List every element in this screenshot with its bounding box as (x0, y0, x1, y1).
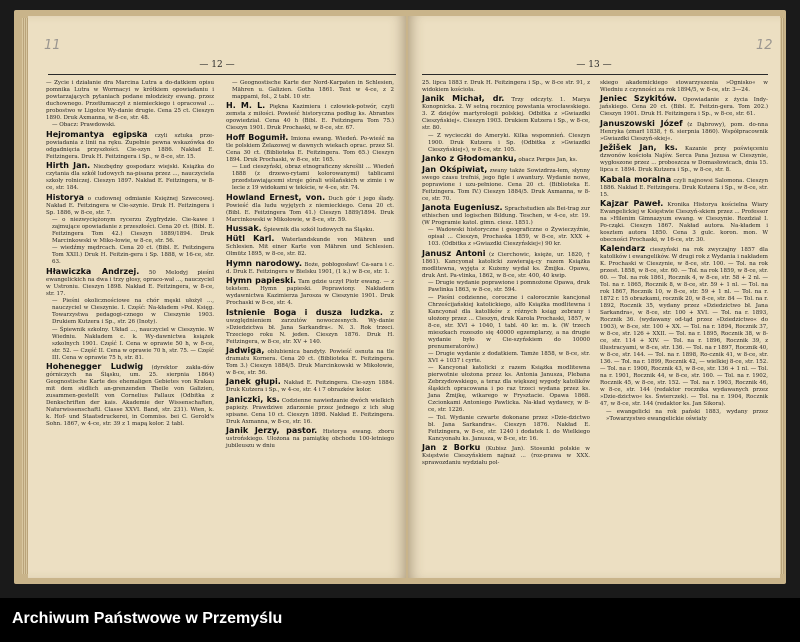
entry-headword: Janusz Antoni (422, 248, 486, 258)
bibliography-entry (46, 267, 214, 298)
bibliography-entry (600, 94, 768, 118)
bibliography-entry (600, 80, 768, 94)
left-column-1 (46, 80, 214, 428)
left-column-2 (226, 80, 394, 450)
entry-text: Kronika Historya kościelna Wiary Ewangelickiej w Księstwie Cieszyń-skiem przez ... Professor na »Hilenim Gimnazyum ewang. w Cieszynie. Rozdział I. Po-cząki. Cieszyn 1867. Nakład autora. Na-kładem i kosztem autora 1850. Cena 3 gulc. koron. mon. W obecności Prochaski, w 16-ce, str. 30. (600, 201, 768, 243)
bibliography-entry (226, 133, 394, 164)
bibliography-entry (600, 119, 768, 143)
bibliography-entry (422, 351, 590, 365)
pencil-folio-left: 11 (44, 38, 61, 53)
entry-headword: Janiczki, ks. (226, 394, 280, 404)
page-number-right: — 13 — (576, 60, 612, 70)
entry-text: zwany także Sowizdrza-łem, słynny swego czasu trefniś, jego figle i awantury. Wydanie nowe, poprawione i uzu-pełnione. Cena 20 ct. (Biblioteka E. Feitzingera. Tom IV.) Cieszyn 1884/5. Druk Axmanna, w 8-ce, str. 70. (422, 167, 590, 202)
entry-headword: H. M. L. (226, 101, 266, 111)
entry-text: — wiedźmy mędrcach. Cena 20 ct. (Bibl. E. Feitzingera Tom XXII.) Druk H. Feitzin-gera i Sp. 1888, w 16-ce, str. 63. (52, 245, 214, 266)
entry-headword: Ježišek Jan, ks. (600, 143, 678, 153)
bibliography-entry (226, 224, 394, 234)
entry-text: — Tol. Wydanie czwarte dokonane przez »Dzie-dzictwo bł. Jana Sarkandra«. Cieszyn 1876. Nakład E. Feitzingera, w 8-ce, str. 1240 i dodatek I. do Wielkiego Kancyonału ks. Janusza, w 8-ce, str. 16. (428, 414, 590, 442)
entry-headword: Hohenegger Ludwig (46, 361, 144, 371)
entry-headword: Janek głupi. (226, 377, 281, 387)
bibliography-entry (600, 199, 768, 244)
entry-text: — o niezwyciężonym rycerzu Zygfrydzie. Cie-kawe i zajmujące opowiadanie z przeszłości. Cena 20 ct. (Bibl. E. Feitzingera Tom 42.) Cieszyn 1889/1894. Druk Marcinkowski w Miko-łowie, w 8-ce, str. 56. (52, 216, 214, 244)
bibliography-entry (422, 249, 590, 280)
entry-text: Duch gór i jego ślady. Powieść dla ludu wyjętych z niemieckiego. Cena 20 ct. (Bibl. E. Feitzingera Tom 41.) Cieszyn 1889/1894. Druk Marcinkowski w Mikołowie, w 8-ce, str. 59. (226, 195, 394, 223)
entry-headword: Jadwiga, (226, 345, 265, 355)
bibliography-entry (226, 395, 394, 426)
entry-text: — Drugie wydanie z dodatkiem. Tamże 1858, w 8-ce, str. XVI + 1037 i cyrte. (428, 350, 590, 364)
entry-text: — Śpiewnik szkolny. Układ ..., nauczyciel w Cieszynie. W Wiedniu. Nakładem c. k. Wy-dawnictwa książek szkolnych 1901. Część I. Cena w oprawie 50 h, w 8-ce, str. 52. — Część II. Cena w oprawie 70 h, str. 75. — Część III. Cena w oprawie 75 h, str. 81. (52, 326, 214, 361)
entry-text: 50 Melodyj pieśni ewangelickich na dwa i trzy głosy, opraco-wał ..., nauczyciel w Ustroniu. Cieszyn 1898. Nakład E. Feitzingera, w 8-ce, str. 17. (46, 269, 214, 297)
entry-headword: Hymn papieski. (226, 276, 296, 286)
entry-text: Imiona ewang. Wiedeń. Po-wieść na tle polskiem Żelazowej w dawnych wiekach oprac. przez Sł. Cena 30 ct. (Biblioteka E. Feitzingera. Tom 65.) Cieszyn 1894. Druk Prochaski, w 8-ce, str. 165. (226, 135, 395, 163)
bibliography-entry (46, 130, 214, 161)
entry-headword: Hirth Jan. (46, 161, 91, 171)
entry-headword: Janko z Głodomanku, (422, 154, 517, 164)
bibliography-entry (46, 298, 214, 326)
entry-headword: Howland Ernest, von. (226, 192, 326, 202)
entry-headword: Kalendarz (600, 244, 646, 254)
entry-headword: Januszowski Józef (600, 118, 683, 128)
entry-text: Piękna Kazimiera i człowiek-potwór, czyli zemsta z miłości. Powieść historyczna podług ks. Abrantes opowiedział. Cena 40 h (Bibl. E. Feitzingera Tom 75.) Cieszyn 1901. Druk Prochaski, w 8-ce, str. 67. (226, 104, 394, 132)
bibliography-entry (46, 327, 214, 362)
bibliography-entry (600, 143, 768, 174)
entry-text: — Kancyonał katolicki z razem Książka modlitewna pierwotnie ułożona przez ks. Antonia Janusza, Plebana Zebrzydowskiego, a teraz dla większej wygody katolików śląskich opracowana i po raz trzeci wydana przez ks. Jana Żmijkę, wikarego w Frysztacie. Opawa 1868. Czcionkami Antoniego Pawlicka. Na-kład wydawcy, w 8-ce, str. 1226. (428, 365, 590, 414)
entry-headword: Jan z Borku (422, 443, 481, 453)
bibliography-entry (226, 346, 394, 377)
bibliography-entry (226, 80, 394, 101)
entry-text: Trzy odczyty. 1. Marya Konopnicka. 2. W setną rocznicę powstania wrocławskiego. 3. Z dziejów martyrologii polskiej. Odbitka z »Gwiazdki Cieszyńskiej«. Cieszyn 1903. Drukiem Kutzera i Sp., w 8-ce, str. 80. (422, 97, 591, 132)
bibliography-entry (422, 295, 590, 351)
entry-text: (dyrektor zakła-dów górniczych na Śląsku, um. 25. sierpnia 1864) Geognostische Karte des ehemaligen Gebietes von Krakau mit dem südlich an-grenzenden Theile von Galizien, zusammen-gestellt von Cornelius Fallaux (Odbitka z Denkschriften der kais. Akademie der Wissenschaften, Naturwissenschaftl. Classe XXVI. Band, str. 231). Wien, k. k. Hof- und Staatsdruckerei, in Commiss. bei C. Gerold's Sohn. 1867, w 4-ce, str. 39 z 1 mapą kolor. 2 tabl. (46, 364, 214, 427)
bibliography-entry (46, 161, 214, 192)
header-rule-right (422, 74, 768, 75)
entry-text: Boże, pobłogosław! Ca-sara i c. d. Druk E. Feitzingera w Bielsku 1901, (1 k.) w 8-ce, str. 1. (226, 261, 394, 275)
entry-headword: Jan Okśpiwiat, (422, 164, 488, 174)
bibliography-entry (600, 244, 768, 408)
pencil-folio-right: 12 (756, 38, 773, 53)
entry-text: — Wadowski historyczne i geograficzne o Żywieczyźnie, opisał ... Cieszyn, Prochaska 1859, w 8-ce, str. XXX + 103. (Odbitka z »Gwiazdki Cieszyńskiej«) 90 kr. (428, 227, 590, 248)
entry-text: obacz Perges Jan, ks. (518, 157, 578, 164)
bibliography-entry (422, 154, 590, 164)
bibliography-entry (422, 280, 590, 294)
bibliography-entry (226, 234, 394, 258)
entry-text: Historya ewang. zboru ustrońskiego. Ułożona na pamiątkę obchodu 100-letniego jubileuszu w dniu (226, 429, 395, 450)
entry-text: (z Dąbrowy), pom. do-nna Henryka (zmarł 1838, † 6. sierpnia 1860). Współpracownik »Gwiazdki Cieszyń-skiej«. (600, 121, 768, 142)
entry-headword: Hejromantya egipska (46, 129, 148, 139)
entry-text: Z uwzględnieniem zarzutów nowoczesnych. Wy-danie »Dziedzictwa bł. Jana Sarkandra«. N. 3. Rok trzeci. Trzeciego roku N. jeden. Cieszyn 1876. Druk H. Feitzingera, w 8-ce, str. XV + 140. (226, 310, 394, 345)
bibliography-entry (422, 203, 590, 227)
header-rule-left (48, 74, 396, 75)
bibliography-entry (422, 227, 590, 248)
entry-headword: Hoff Bogumił. (226, 132, 289, 142)
bibliography-entry (226, 164, 394, 192)
bibliography-entry (422, 94, 590, 132)
entry-text: Codzienne nawiedzanie dwóch wielkich papieży. Prawdziwe zdarzenie przez jednego z ich sług spisane. Cena 10 ct. Cieszyn 1898. Nakład E. Feitzingera. Druk Axmanna, w 8-ce, str. 16. (226, 397, 394, 425)
entry-headword: Historya (46, 192, 85, 202)
entry-text: czyli najnowsi Salomona. Cieszyn 1886. Nakład E. Feitzingera. Druk Kutzera i Sp., w 8-ce, str. 15. (600, 177, 769, 198)
bibliography-entry (600, 409, 768, 423)
entry-text: — ewangelicki na rok pański 1883, wydany przez »Towarzystwo ewangelickie oświaty (606, 408, 768, 422)
bibliography-entry (46, 122, 214, 129)
bibliography-entry (46, 245, 214, 266)
bibliography-entry (422, 443, 590, 467)
entry-headword: Kabala moralna (600, 174, 672, 184)
bibliography-entry (226, 259, 394, 276)
entry-text: — Pieśni codzienne, coroczne i całorocznie kancjonał Chrześcijańskiej katolickiego, alfo Książka modlitewna i Kancyonał dla katolików z różnych ksiąg zebrany i ułożony przez ... Cieszyn, druk Karola Prochaski, 1857, w 8-ce, str. XVI + 1040, 1 tabl. 40 kr. m. k. (W trzech mieszkach rozeszło się 40000 egzemplarzy, a na drugie wydanie było w Cie-szyńskiem do 10000 prenumeratorów.) (428, 294, 590, 350)
entry-text: — Zycie i działanie dra Marcina Lutra a do-datkiem opisu pomnika Lutra w Wormacyi w krótkiem opowiadaniu i powtarzających pytaniach podane młodzieży ewang. przez duchownego. Przetłumaczył z niemieckiego i opracował ... probostwo w Ligotce Wy-danie drugie. Cena 25 ct. Cieszyn 1890. Druk Axmanna, w 8-ce, str. 48. (46, 80, 214, 121)
entry-text: Kazanie przy poświęceniu dzwonów kościoła Najśw. Serca Pana Jezusa w Cieszynie, wygłoszone przez ... proboszcza w Domasłowicach, dnia 15. lipca r. 1894. Druk Kutzera i Sp., w 8-ce, str. 8. (600, 146, 769, 174)
bibliography-entry (226, 377, 394, 394)
entry-headword: Hütl Karl. (226, 234, 275, 244)
entry-text: — Obacz: Prawdowski. (52, 122, 116, 129)
entry-text: — Lud cieszyński, obraz etnograficzny skreślił ... Wiedeń 1888 (z drzewo-rytami kolorowanymi) tablicami przedstawiającemi stroje górali wiślańskich w zimie i w lecie z 19 widokami w tekście, w 4-ce, str. 74. (232, 164, 394, 192)
entry-text: — Z wycieczki do Ameryki. Kilka wspomnień. Cieszyn 1900. Druk Kutzera i Sp. (Odbitka z »Gwiazdki Cieszyńskiej«), w 8-ce, str. 105. (428, 132, 590, 153)
entry-headword: Hussak. (226, 223, 262, 233)
bibliography-entry (422, 80, 590, 94)
entry-text: Tam gdzie uczył Piotr ewang. — z tekstem. Hymn papieski. Poprawiony. Nakładem wydawnictwa Kazimierza Jarosza w Cieszynie 1901. Druk Prochaski w 8-ce, str. 4. (226, 279, 394, 307)
bibliography-entry (46, 193, 214, 217)
entry-text: (Kubisz Jan). Stosunki polskie w Księstwie Cieszyńskiem najnaż ... (roz-prawa w XXX. sprawozdaniu wydziału pol- (422, 446, 590, 467)
entry-text: skiego akademickiego stowarzyszenia »Ognisko« w Wiedniu z czynności za rok 1894/5, w 8-ce, str. 3—24. (600, 80, 768, 93)
entry-text: oblubienica bandyty. Powieść osnuta na tle dramatu Kornera. Cena 20 ct. (Biblioteka E. Feitzingera. Tom 3.) Cieszyn 1884/5. Druk Marcinkowski w Mikołowie, w 8-ce, str. 56. (226, 348, 395, 376)
bibliography-entry (226, 193, 394, 224)
entry-text: Waterlandskunde von Mähren und Schlesien. Mit einer Karte von Mähren und Schlesien. Olmütz 1895, w 8-ce, str. 82. (226, 237, 395, 258)
bibliography-entry (46, 362, 214, 428)
entry-text: Niezbędny gospodarz wiejski. Książka do czytania dla szkół ludowych na-pisana przez ..., nauczyciela szkoły rolniczej. Cieszyn 1897. Nakład E. Feitzingera, w 8-ce, str. 184. (46, 164, 215, 192)
entry-headword: Janik Michał, dr. (422, 94, 505, 104)
bibliography-entry (226, 101, 394, 132)
entry-text: Nakład E. Feitzingera. Cie-szyn 1884. Druk Kutzera i Sp., w 4-ce, str. 4 i 7 obrazków kolor. (226, 380, 394, 394)
entry-headword: Istnienie Boga i dusza ludzka. (226, 307, 383, 317)
entry-text: o cudownej odmianie Księżnej Szwecowej. Nakład E. Feitzingera w Cie-szynie. Druk H. Feitzingera i Sp. 1886, w 8-ce, str. 7. (46, 195, 214, 216)
bibliography-entry (422, 133, 590, 154)
right-column-1 (422, 80, 590, 467)
entry-text: cieszyński na rok zwyczajny 1857 dla katolików i ewangelików. W drugi rok z Wydania i nakładem K. Prochaski w Cieszynie, w 8-ce, str. 100. — Tol. na rok przest. 1858, w 8-ce, str. 60. — Tol. na rok 1859, w 8-ce, str. 60. — Tol. na rok 1861, Rocznik 4, w 8-ce, str. 58 + 2 nl. — Tol. na r. 1865, Rocznik 8, w 8-ce, str. 59 + 1 nl. — Tol. na rok 1867, Rocznik 10, w 8-ce, str. 59 + 1 nl. — Tol. na r. 1872 r. 15 obrazkami, rocznik 20, w 8-ce, str. 84 — Tol. na r. 1892, Rocznik 35, wydany przez »Dziedzictwo bł. Jana Sarkandra«, w 8-ce, str. 100 + XVI. — Tol. na r. 1893, Rocznik 36. (wydawany od-tąd przez »Dziedzictwo« do 1903), w 8-ce, str. 100 + XX. — Tol. na r. 1894, Rocznik 37, w 8-ce, str. 126 + XXII. — Tol. na r. 1895, Rocznik 38, w 8-ce, str. 114 + XIV. — Tol. na r. 1896, Rocznik 39, z illustracyami, w 8-ce, str. 136. — Tol. na r 1897, Rocznik 40, w 8-ce, str. 144. — Tol. na r. 1898, Ro-cznik 41, w 8-ce, str. 136. — Tol. na r. 1899, Rocznik 42, — wielkiej 8-ce, str. 152. — Tol. na r. 1900, Rocznik 43, w 8-ce, str. 136 + 1 nl. — Tol. na r. 1901, Rocznik 44, w 8-ce, str. 160. — Tol. na r. 1902, Rocznik 45, w 8-ce, str. 152. — Tol. na r. 1903, Rocznik 46, w 8-ce, str. 144 (redaktor rocznika wydawanych przez »Dzie-dzictwo« ks. Świerczek). — Tol. na r. 1904, Rocznik 47, w 8-ce, str. 144 (redaktor ks. Jan Sikora). (600, 247, 768, 408)
entry-headword: Janota Eugeniusz. (422, 202, 503, 212)
entry-text: Śpiewnik dla szkół ludowych na Śląsku. (263, 226, 375, 233)
bibliography-entry (226, 276, 394, 307)
entry-text: Opowiadanie z życia Indy-jańskiego. Cena 20 ct. (Bibl. E. Feitzin-gera. Tom 202.) Cieszyn 1901. Druk H. Feitzingera i Sp., w 8-ce, str. 61. (600, 97, 769, 118)
archive-name: Archiwum Państwowe w Przemyślu (12, 610, 283, 627)
entry-text: 25. lipca 1883 r. Druk H. Feitzingera i Sp., w 8-ce str. 91, z widokiem kościoła. (422, 80, 590, 93)
bibliography-entry (46, 80, 214, 122)
page-number-left: — 12 — (199, 60, 235, 70)
left-page (28, 16, 406, 578)
archive-footer (0, 598, 800, 642)
entry-text: — Geognostische Karte der Nord-Karpaten in Schlesien, Mähren u. Galizien. Gotha 1861. Text w 4-ce, z 2 mappami, fol., 2 tabl. 10 str. (232, 80, 394, 100)
bibliography-entry (600, 175, 768, 199)
entry-headword: Janik Jerzy, pastor. (226, 426, 318, 436)
entry-headword: Hymn narodowy. (226, 258, 302, 268)
bibliography-entry (226, 308, 394, 346)
bibliography-entry (422, 365, 590, 414)
entry-text: — Drugie wydanie poprawione i pomnożone Opawa, druk Pawlinka 1863, w 8-ce, str. 594. (428, 280, 590, 294)
entry-text: czyli sztuka prze-powiadania z linii na ręku. Zupełnie pewna wskazówka do odgadnięcia przyszłości. Cie-szyn 1886. Nakład E. Feitzingera. Druk H. Feitzingera i Sp., w 8-ce, str. 15. (46, 132, 214, 160)
entry-text: (z Cierchowic, księże, ur. 1820, † 1861). Kancyonał katolicki zawierają-cy razem Książka modlitewna, wyjęta z Kużeny wydał ks. Żmijka. Opawa, druk Ant. Pa-vlinka, 1862, w 8-ce, str. 400, 40 kwip. (422, 251, 590, 279)
bibliography-entry (46, 217, 214, 245)
bibliography-entry (226, 426, 394, 450)
entry-text: Sprachstudien als Bei-trag zur ethischen und logischen Bildung. Teschen, w 4-ce, str. 19. (W Programie katol. gimn. ciesz. 1851.) (422, 205, 591, 226)
entry-headword: Hławiczka Andrzej. (46, 266, 140, 276)
right-page (408, 16, 780, 578)
entry-headword: Kajzar Paweł. (600, 198, 664, 208)
entry-text: — Pieśni okolicznościowe na chór męski ułożył ..., nauczyciel w Cieszynie. I. Część: Na-kładem »Pol. Księg. Towarzystwa pedagogi-cznego w Cieszynie 1903. Drukiem Kutzera i Sp., str. 26 (Inoty). (52, 298, 214, 326)
entry-headword: Jeniec Szykitów. (600, 94, 677, 104)
bibliography-entry (422, 415, 590, 443)
bibliography-entry (422, 165, 590, 203)
right-column-2 (600, 80, 768, 423)
